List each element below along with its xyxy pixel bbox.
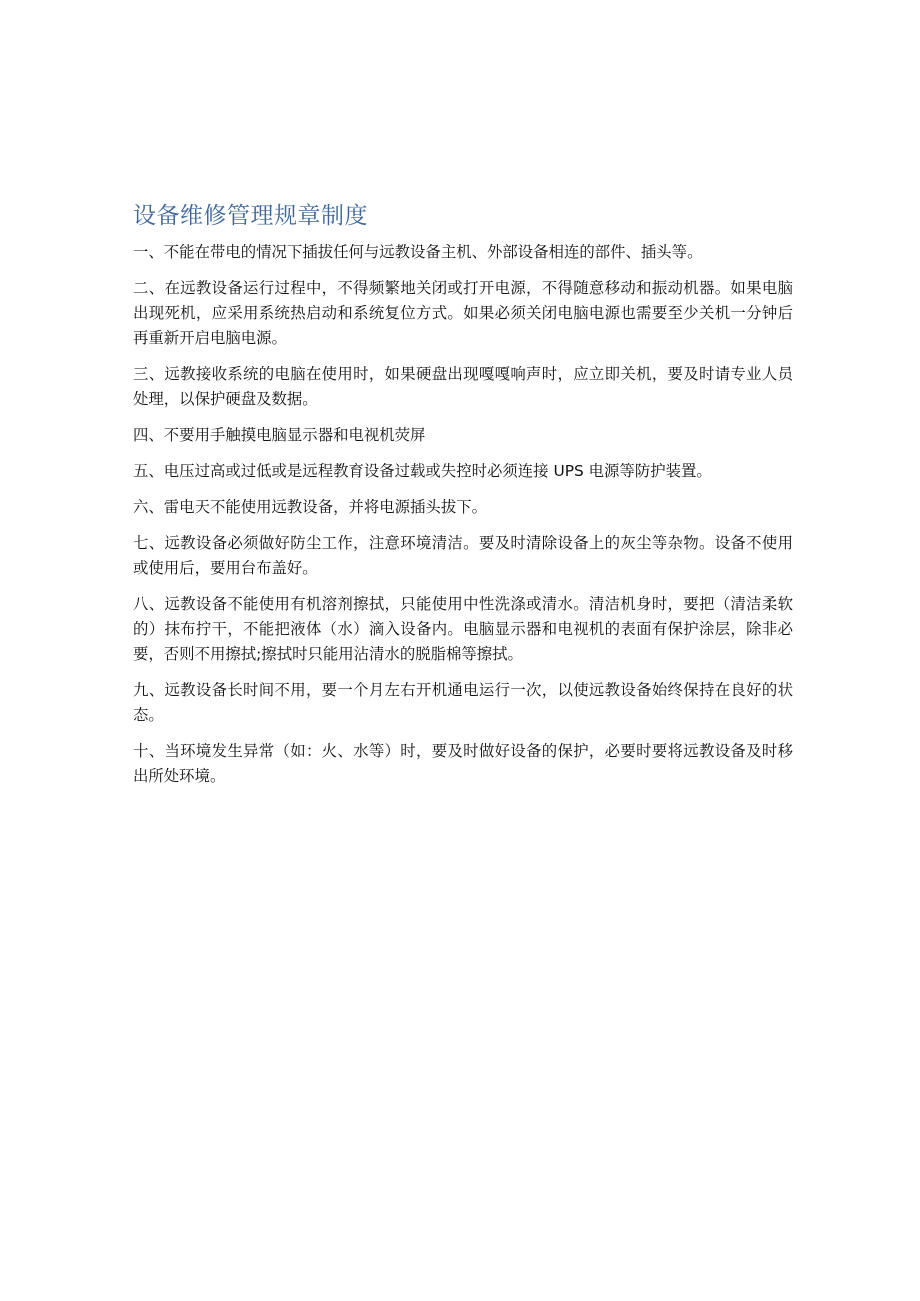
rule-paragraph-9: 九、远教设备长时间不用，要一个月左右开机通电运行一次，以使远教设备始终保持在良好的状态。 <box>133 681 793 724</box>
rule-paragraph-5: 五、电压过高或过低或是远程教育设备过载或失控时必须连接 UPS 电源等防护装置。 <box>133 462 712 480</box>
rule-paragraph-10: 十、当环境发生异常（如：火、水等）时，要及时做好设备的保护，必要时要将远教设备及时移出所处环境。 <box>133 742 793 785</box>
rule-paragraph-6: 六、雷电天不能使用远教设备，并将电源插头拔下。 <box>133 498 487 516</box>
rule-paragraph-8: 八、远教设备不能使用有机溶剂擦拭，只能使用中性洗涤或清水。清洁机身时，要把（清洁柔软的）抹布拧干，不能把液体（水）滴入设备内。电脑显示器和电视机的表面有保护涂层，除非必要，否则不用擦拭;擦拭时只能用沾清水的脱脂棉等擦拭。 <box>133 595 793 663</box>
rule-paragraph-7: 七、远教设备必须做好防尘工作，注意环境清洁。要及时清除设备上的灰尘等杂物。设备不使用或使用后，要用台布盖好。 <box>133 534 793 577</box>
document-page <box>133 198 793 800</box>
rule-paragraph-1: 一、不能在带电的情况下插拔任何与远教设备主机、外部设备相连的部件、插头等。 <box>133 243 703 261</box>
rule-paragraph-2: 二、在远教设备运行过程中，不得频繁地关闭或打开电源，不得随意移动和振动机器。如果电脑出现死机，应采用系统热启动和系统复位方式。如果必须关闭电脑电源也需要至少关机一分钟后再重新开启电脑电源。 <box>133 279 793 347</box>
rule-paragraph-4: 四、不要用手触摸电脑显示器和电视机荧屏 <box>133 426 426 444</box>
document-title: 设备维修管理规章制度 <box>133 203 368 229</box>
rule-paragraph-3: 三、远教接收系统的电脑在使用时，如果硬盘出现嘎嘎响声时，应立即关机，要及时请专业人员处理，以保护硬盘及数据。 <box>133 365 793 408</box>
